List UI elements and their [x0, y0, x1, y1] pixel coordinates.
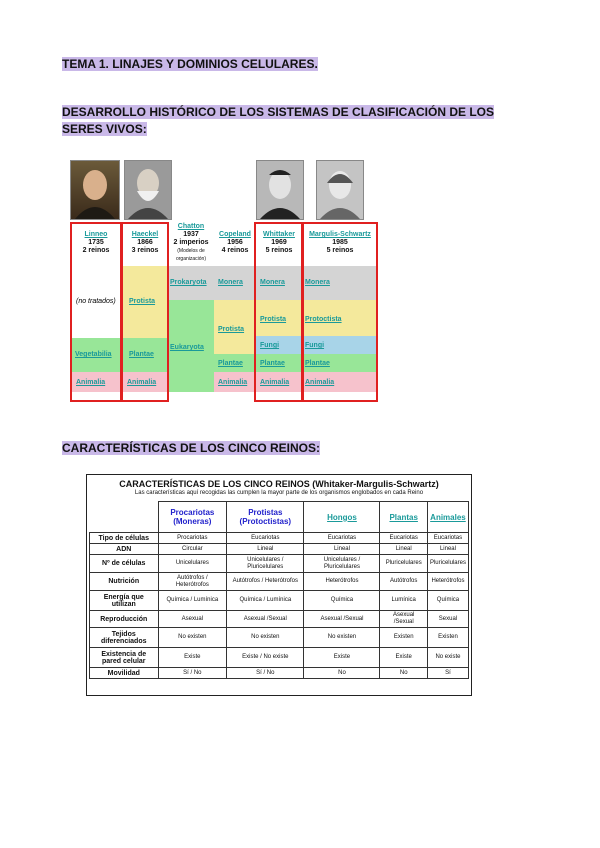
label-fungi-margulis[interactable]: Fungi	[305, 342, 325, 349]
table-cell: Existen	[380, 628, 427, 648]
table-cell: Pluricelulares	[380, 555, 427, 573]
system-haeckel: Haeckel 1866 3 reinos	[122, 231, 168, 255]
table-cell: Existe / No existe	[227, 648, 304, 668]
table-row	[90, 573, 469, 591]
table-row	[90, 533, 469, 544]
label-protista-whittaker[interactable]: Protista	[260, 316, 287, 323]
table-cell: Heterótrofos	[427, 573, 468, 591]
table-cell: Existen	[427, 628, 468, 648]
table-cell: Lineal	[227, 544, 304, 555]
section-title-caracteristicas: CARACTERÍSTICAS DE LOS CINCO REINOS:	[62, 441, 321, 455]
label-animalia-copeland[interactable]: Animalia	[218, 379, 248, 386]
link-copeland[interactable]: Copeland	[219, 231, 251, 238]
label-animalia-haeckel[interactable]: Animalia	[127, 379, 157, 386]
table-cell: Sexual	[427, 611, 468, 628]
table-body	[90, 533, 469, 679]
table-cell: Existe	[380, 648, 427, 668]
table-row	[90, 648, 469, 668]
label-animalia-linneo[interactable]: Animalia	[76, 379, 106, 386]
outline-linneo	[70, 222, 122, 402]
table-cell: No existen	[304, 628, 380, 648]
label-protista-copeland[interactable]: Protista	[218, 326, 245, 333]
system-margulis: Margulis-Schwartz 1985 5 reinos	[304, 231, 376, 255]
table-cell: Autótrofos	[380, 573, 427, 591]
table-cell: Asexual /Sexual	[227, 611, 304, 628]
person-icon	[317, 161, 363, 219]
system-linneo: Linneo 1735 2 reinos	[70, 231, 122, 255]
table-cell: No existe	[427, 648, 468, 668]
outline-whittaker	[254, 222, 303, 402]
table-cell: Procariotas	[158, 533, 227, 544]
table-row	[90, 591, 469, 611]
table-cell: Lineal	[380, 544, 427, 555]
portrait-whittaker	[256, 160, 304, 220]
table-cell: Lineal	[304, 544, 380, 555]
label-protoctista[interactable]: Protoctista	[305, 316, 342, 323]
table-cell: Química / Lumínica	[158, 591, 227, 611]
table-cell: Sí	[427, 668, 468, 679]
col-protistas: Protistas (Protoctistas)	[227, 502, 304, 533]
link-linneo[interactable]: Linneo	[84, 231, 108, 238]
outline-margulis	[302, 222, 378, 402]
row-label: Existencia de pared celular	[90, 648, 159, 668]
table-cell: Pluricelulares	[427, 555, 468, 573]
link-whittaker[interactable]: Whittaker	[263, 231, 295, 238]
table-cell: No existen	[227, 628, 304, 648]
table-corner	[90, 502, 159, 533]
label-monera-margulis[interactable]: Monera	[305, 279, 330, 286]
table-row	[90, 555, 469, 573]
label-no-tratados: (no tratados)	[76, 298, 116, 305]
row-label: ADN	[90, 544, 159, 555]
table-subtitle: Las características aquí recogidas las cumplen la mayor parte de los organismos englobados en cada Reino	[134, 490, 424, 496]
link-chatton[interactable]: Chatton	[177, 223, 205, 230]
table-cell: No	[304, 668, 380, 679]
table-cell: Sí / No	[227, 668, 304, 679]
row-label: Movilidad	[90, 668, 159, 679]
col-plantas[interactable]: Plantas	[380, 502, 427, 533]
classification-figure	[68, 158, 380, 404]
table-cell: Unicelulares / Pluricelulares	[227, 555, 304, 573]
row-label: Nutrición	[90, 573, 159, 591]
table-cell: Asexual	[158, 611, 227, 628]
table-row	[90, 668, 469, 679]
table-cell: Química	[427, 591, 468, 611]
outline-haeckel	[121, 222, 169, 402]
table-cell: Lineal	[427, 544, 468, 555]
label-fungi-whittaker[interactable]: Fungi	[260, 342, 280, 349]
table-cell: Eucariotas	[227, 533, 304, 544]
table-row	[90, 544, 469, 555]
section-title-desarrollo: DESARROLLO HISTÓRICO DE LOS SISTEMAS DE CLASIFICACIÓN DE LOS SERES VIVOS:	[62, 105, 495, 136]
portrait-linneo	[70, 160, 120, 220]
table-cell: Eucariotas	[427, 533, 468, 544]
table-cell: Circular	[158, 544, 227, 555]
person-icon	[71, 161, 119, 219]
portrait-haeckel	[124, 160, 172, 220]
label-vegetabilia[interactable]: Vegetabilia	[75, 351, 112, 358]
table-cell: Asexual /Sexual	[380, 611, 427, 628]
table-cell: Autótrofos / Heterótrofos	[227, 573, 304, 591]
characteristics-table-figure	[86, 474, 472, 696]
link-margulis[interactable]: Margulis-Schwartz	[309, 231, 371, 238]
table-cell: Unicelulares / Pluricelulares	[304, 555, 380, 573]
table-cell: Autótrofos / Heterótrofos	[158, 573, 227, 591]
table-cell: Química / Lumínica	[227, 591, 304, 611]
row-label: Tipo de células	[90, 533, 159, 544]
label-monera-copeland[interactable]: Monera	[218, 279, 243, 286]
label-monera-whittaker[interactable]: Monera	[260, 279, 285, 286]
table-cell: No	[380, 668, 427, 679]
row-label: Tejidos diferenciados	[90, 628, 159, 648]
col-animales[interactable]: Animales	[427, 502, 468, 533]
label-eukaryota[interactable]: Eukaryota	[170, 344, 204, 351]
row-label: Energía que utilizan	[90, 591, 159, 611]
person-icon	[257, 161, 303, 219]
label-plantae-copeland[interactable]: Plantae	[218, 360, 243, 367]
table-cell: Existe	[158, 648, 227, 668]
table-cell: Asexual /Sexual	[304, 611, 380, 628]
table-row	[90, 628, 469, 648]
label-protista-haeckel[interactable]: Protista	[129, 298, 156, 305]
link-haeckel[interactable]: Haeckel	[131, 231, 159, 238]
characteristics-table	[89, 501, 469, 679]
table-cell: Lumínica	[380, 591, 427, 611]
label-plantae-haeckel[interactable]: Plantae	[129, 351, 154, 358]
table-cell: No existen	[158, 628, 227, 648]
system-chatton: Chatton 1937 2 imperios (Modelos de organización)	[168, 223, 214, 263]
row-label: Nº de células	[90, 555, 159, 573]
table-cell: Química	[304, 591, 380, 611]
table-title: CARACTERÍSTICAS DE LOS CINCO REINOS (Whitaker-Margulis-Schwartz)	[119, 479, 439, 489]
portrait-margulis	[316, 160, 364, 220]
table-cell: Existe	[304, 648, 380, 668]
table-cell: Unicelulares	[158, 555, 227, 573]
table-cell: Heterótrofos	[304, 573, 380, 591]
col-hongos[interactable]: Hongos	[304, 502, 380, 533]
person-icon	[125, 161, 171, 219]
table-cell: Sí / No	[158, 668, 227, 679]
label-plantae-margulis[interactable]: Plantae	[305, 360, 330, 367]
col-procariotas: Procariotas (Moneras)	[158, 502, 227, 533]
label-animalia-margulis[interactable]: Animalia	[305, 379, 335, 386]
system-whittaker: Whittaker 1969 5 reinos	[256, 231, 302, 255]
label-animalia-whittaker[interactable]: Animalia	[260, 379, 290, 386]
label-plantae-whittaker[interactable]: Plantae	[260, 360, 285, 367]
label-prokaryota[interactable]: Prokaryota	[170, 279, 207, 286]
row-label: Reproducción	[90, 611, 159, 628]
table-row	[90, 611, 469, 628]
table-cell: Eucariotas	[304, 533, 380, 544]
system-copeland: Copeland 1956 4 reinos	[214, 231, 256, 255]
chatton-note: (Modelos de organización)	[175, 248, 207, 262]
section-title-tema: TEMA 1. LINAJES Y DOMINIOS CELULARES.	[62, 57, 318, 71]
table-cell: Eucariotas	[380, 533, 427, 544]
